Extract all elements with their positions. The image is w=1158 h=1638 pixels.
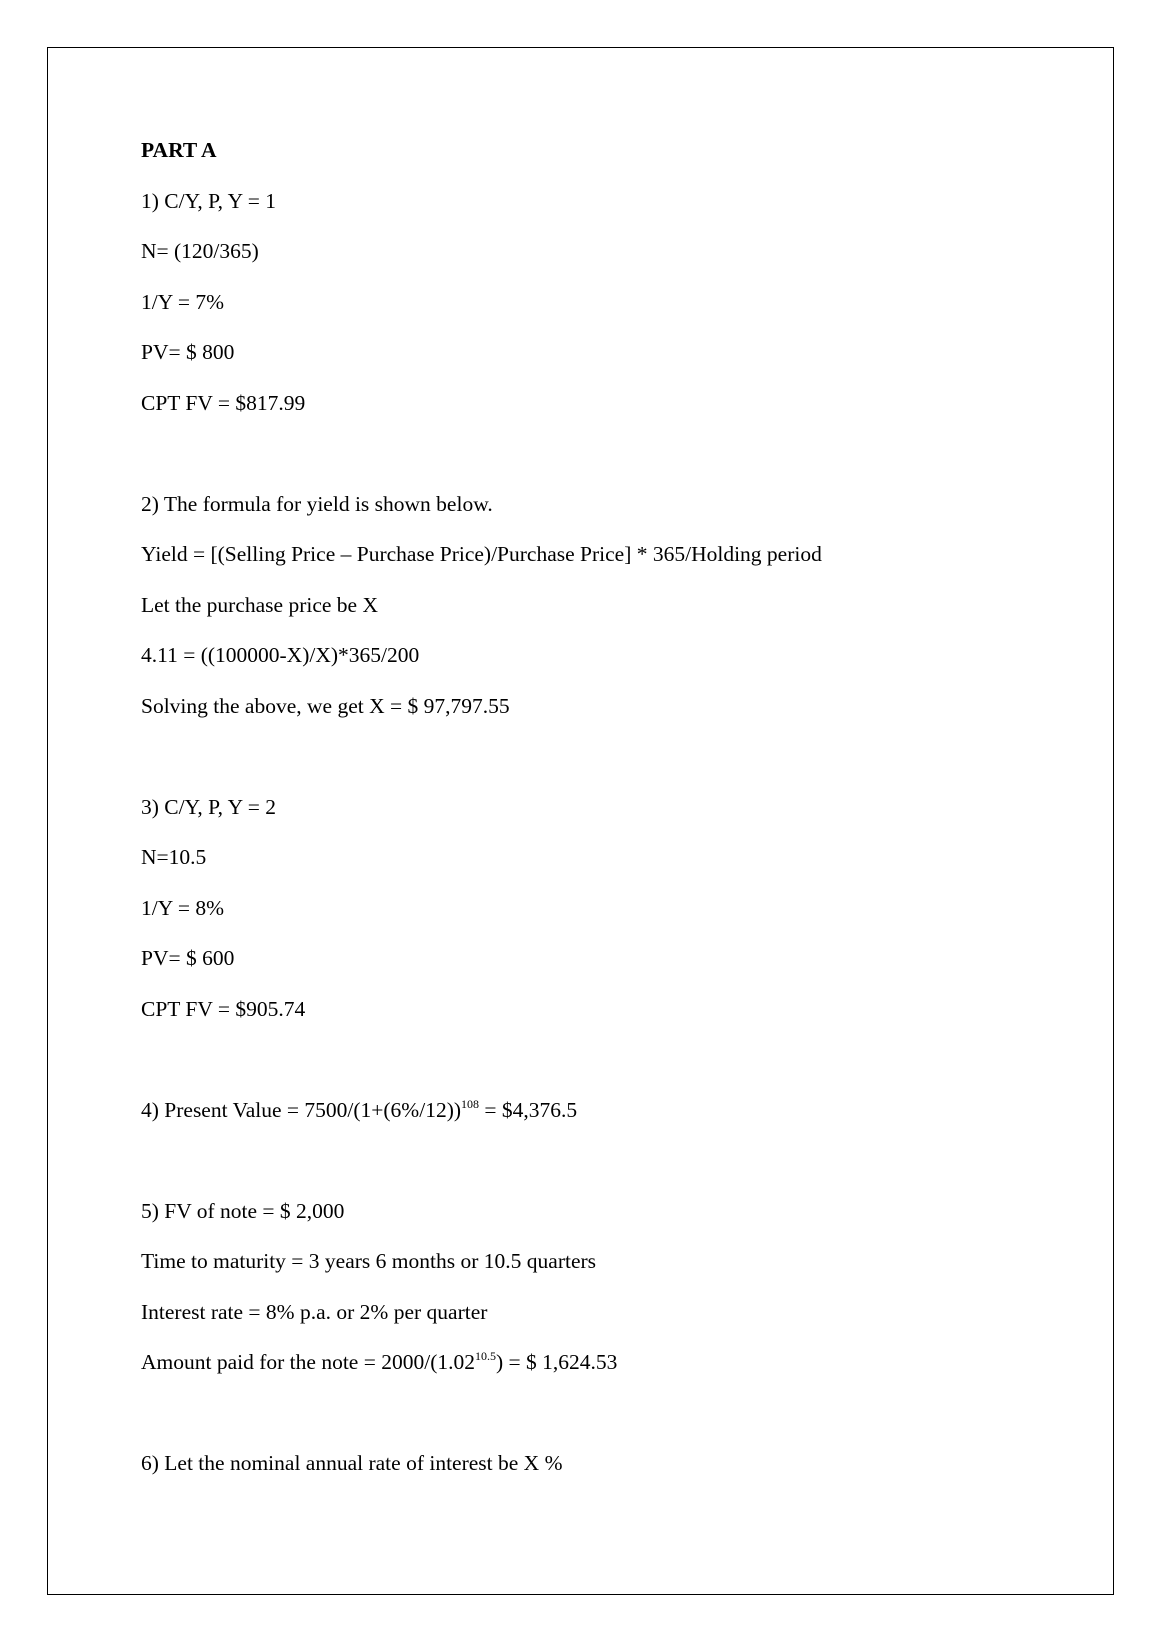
q5-line-3: Interest rate = 8% p.a. or 2% per quarter [141, 1299, 488, 1324]
q4-text: 4) Present Value = 7500/(1+(6%/12)) [141, 1097, 462, 1122]
q5-line-4 [141, 1349, 1081, 1375]
q2-line-1: 2) The formula for yield is shown below. [141, 491, 493, 516]
q4-line-1 [141, 1097, 1081, 1123]
spacer [141, 440, 1081, 491]
q5-line-1: 5) FV of note = $ 2,000 [141, 1198, 345, 1223]
q6-line-1: 6) Let the nominal annual rate of interest be X % [141, 1451, 563, 1475]
q3-line-2: N=10.5 [141, 845, 207, 869]
section-heading: PART A [141, 138, 217, 162]
q2-line-3: Let the purchase price be X [141, 592, 378, 617]
q5-line-2: Time to maturity = 3 years 6 months or 10.5 quarters [141, 1249, 597, 1273]
q5-text: Amount paid for the note = 2000/(1.02 [141, 1350, 475, 1374]
q2-line-2: Yield = [(Selling Price – Purchase Price)/Purchase Price] * 365/Holding period [141, 542, 822, 566]
q1-line-1: 1) C/Y, P, Y = 1 [141, 188, 276, 213]
q3-line-5: CPT FV = $905.74 [141, 996, 306, 1021]
q1-line-2: N= (120/365) [141, 239, 259, 263]
q1-line-3: 1/Y = 7% [141, 289, 224, 314]
spacer [141, 743, 1081, 794]
q1-line-5: CPT FV = $817.99 [141, 390, 306, 415]
q1-line-4: PV= $ 800 [141, 340, 235, 364]
q4-result: = $4,376.5 [479, 1097, 578, 1122]
q4-exponent: 108 [461, 1096, 480, 1111]
q5-result: ) = $ 1,624.53 [495, 1350, 618, 1374]
spacer [141, 1147, 1081, 1198]
document-body [141, 137, 1081, 1501]
spacer [141, 1046, 1081, 1097]
q3-line-1: 3) C/Y, P, Y = 2 [141, 794, 276, 819]
q2-line-5: Solving the above, we get X = $ 97,797.55 [141, 693, 510, 718]
spacer [141, 1400, 1081, 1451]
q3-line-3: 1/Y = 8% [141, 895, 224, 920]
q3-line-4: PV= $ 600 [141, 946, 235, 970]
q5-exponent: 10.5 [474, 1349, 496, 1363]
q2-line-4: 4.11 = ((100000-X)/X)*365/200 [141, 643, 420, 667]
